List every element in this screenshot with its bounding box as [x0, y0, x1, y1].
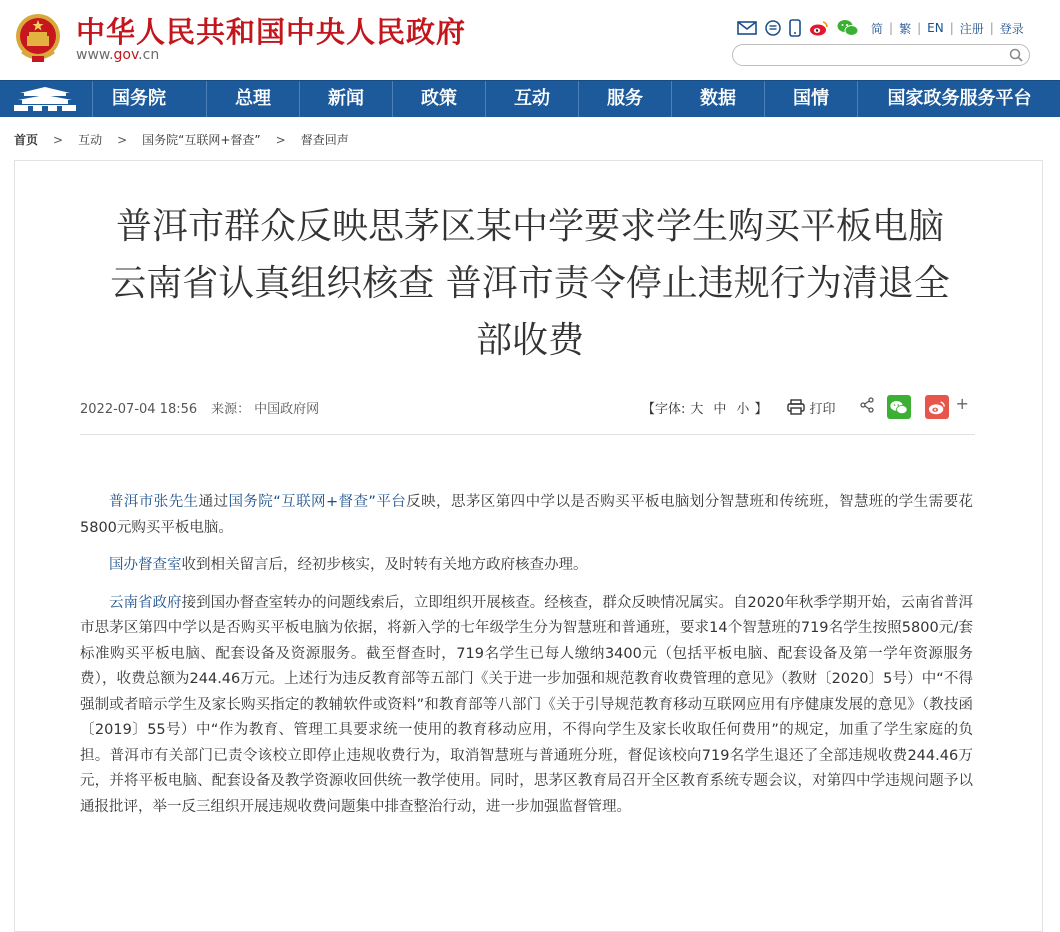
breadcrumb-interaction[interactable]: 互动 [78, 133, 103, 147]
breadcrumb-internet-supervision[interactable]: 国务院“互联网+督查” [142, 133, 261, 147]
article-title [70, 198, 990, 369]
article-paragraph [80, 490, 973, 541]
nav-item-premier[interactable]: 总理 [206, 81, 299, 117]
font-size-close: 】 [754, 401, 768, 417]
wechat-icon [890, 400, 908, 415]
article-tools [642, 394, 969, 420]
source-name: 中国政府网 [254, 402, 320, 417]
site-url-main: gov [113, 47, 139, 63]
site-title[interactable]: 中华人民共和国中央人民政府 [76, 15, 467, 49]
lang-simplified-link[interactable]: 简 [871, 21, 884, 36]
mobile-icon[interactable] [789, 19, 801, 37]
nav-item-services[interactable]: 服务 [578, 81, 671, 117]
search-input[interactable] [732, 44, 1030, 66]
wechat-share-button[interactable] [887, 395, 911, 419]
separator: | [949, 21, 954, 35]
link-supervision-platform[interactable]: 国务院“互联网+督查”平台 [228, 494, 407, 510]
font-size-large[interactable]: 大 [690, 401, 704, 417]
breadcrumb-home[interactable]: 首页 [14, 133, 39, 147]
site-url-suffix: .cn [138, 47, 160, 63]
site-url-prefix: www. [76, 47, 114, 63]
meta-divider [80, 434, 975, 435]
chevron-right-icon: > [117, 132, 128, 147]
main-nav [0, 80, 1060, 117]
lang-traditional-link[interactable]: 繁 [899, 21, 912, 36]
article-body [80, 490, 973, 832]
article-meta [80, 398, 333, 417]
font-size-control [642, 398, 767, 417]
article-paragraph [80, 591, 973, 821]
search-icon[interactable] [1009, 48, 1023, 62]
login-link[interactable]: 登录 [999, 21, 1024, 36]
more-share-icon[interactable]: + [955, 393, 969, 413]
paragraph-text: 接到国办督查室转办的问题线索后，立即组织开展核查。经核查，群众反映情况属实。自2020年秋季学期开始，云南省普洱市思茅区第四中学以是否购买平板电脑为依据，将新入学的七年级学生分为智慧班和普通班，要求14个智慧班的719名学生按照5800元/套标准购买平板电脑、配套设备及资源服务。截至督查时，719名学生已每人缴纳3400元（包括平板电脑、配套设备及第一学年资源服务费），收费总额为244.46万元。上述行为违反教育部等五部门《关于进一步加强和规范教育收费管理的意见》（教财〔2020〕5号）中“不得强制或者暗示学生及家长购买指定的教辅软件或资料”和教育部等八部门《关于引导规范教育移动互联网应用有序健康发展的意见》（教技函〔2019〕55号）中“作为教育、管理工具要求统一使用的教育移动应用，不得向学生及家长收取任何费用”的规定，加重了学生家庭的负担。普洱市有关部门已责令该校立即停止违规收费行为，取消智慧班与普通班分班，督促该校向719名学生退还了全部违规收费244.46万元，并将平板电脑、配套设备及教学资源收回供统一教学使用。同时，思茅区教育局召开全区教育系统专题会议，对第四中学违规问题予以通报批评，举一反三组织开展违规收费问题集中排查整治行动，进一步加强监督管理。 [80, 594, 974, 815]
lang-english-link[interactable]: EN [927, 21, 944, 35]
mail-icon[interactable] [737, 21, 757, 35]
article-title-line: 部收费 [475, 320, 584, 361]
site-header [0, 0, 1060, 80]
paragraph-text: 通过 [198, 494, 229, 510]
language-and-account-links [871, 20, 1024, 37]
link-citizen[interactable]: 普洱市张先生 [109, 494, 199, 510]
separator: | [917, 21, 922, 35]
publish-date: 2022-07-04 18:56 [80, 402, 198, 417]
nav-item-interaction[interactable]: 互动 [485, 81, 578, 117]
top-icon-bar [737, 17, 1024, 39]
nav-item-gov-service-platform[interactable]: 国家政务服务平台 [857, 81, 1060, 117]
national-emblem-icon[interactable] [14, 12, 62, 64]
site-url[interactable] [76, 47, 159, 63]
source-label: 来源： [211, 402, 251, 417]
separator: | [989, 21, 994, 35]
rss-icon[interactable] [765, 20, 781, 36]
article-paragraph [80, 553, 973, 579]
nav-item-national-info[interactable]: 国情 [764, 81, 857, 117]
home-nav-button[interactable] [0, 81, 90, 117]
tiananmen-home-icon [10, 86, 80, 112]
article-title-line: 普洱市群众反映思茅区某中学要求学生购买平板电脑 [115, 206, 944, 247]
font-size-medium[interactable]: 中 [713, 401, 727, 417]
link-yunnan-government[interactable]: 云南省政府 [109, 594, 182, 611]
font-size-small[interactable]: 小 [736, 401, 750, 417]
breadcrumb-supervision-echo[interactable]: 督查回声 [300, 133, 349, 147]
nav-item-policy[interactable]: 政策 [392, 81, 485, 117]
register-link[interactable]: 注册 [959, 21, 984, 36]
share-icon[interactable] [859, 397, 875, 417]
wechat-icon[interactable] [837, 19, 859, 37]
breadcrumb [14, 131, 349, 148]
link-general-office-supervision[interactable]: 国办督查室 [109, 557, 182, 573]
chevron-right-icon: > [53, 132, 64, 147]
nav-item-news[interactable]: 新闻 [299, 81, 392, 117]
nav-item-state-council[interactable]: 国务院 [92, 81, 185, 117]
nav-item-data[interactable]: 数据 [671, 81, 764, 117]
printer-icon [787, 399, 805, 415]
article-title-line: 云南省认真组织核查 普洱市责令停止违规行为清退全 [110, 263, 950, 304]
paragraph-text: 收到相关留言后，经初步核实，及时转有关地方政府核查办理。 [181, 557, 588, 573]
weibo-icon [928, 400, 946, 415]
font-size-label: 【字体: [642, 401, 686, 417]
weibo-share-button[interactable] [925, 395, 949, 419]
weibo-icon[interactable] [809, 20, 829, 36]
chevron-right-icon: > [275, 132, 286, 147]
print-button[interactable] [787, 398, 835, 417]
separator: | [889, 21, 894, 35]
print-label: 打印 [809, 401, 836, 417]
paragraph-text: 反映，思茅区第四中学以是否购买平板电脑划分智慧班和传统班，智慧班的学生需要花5800元购买平板电脑。 [80, 494, 973, 536]
